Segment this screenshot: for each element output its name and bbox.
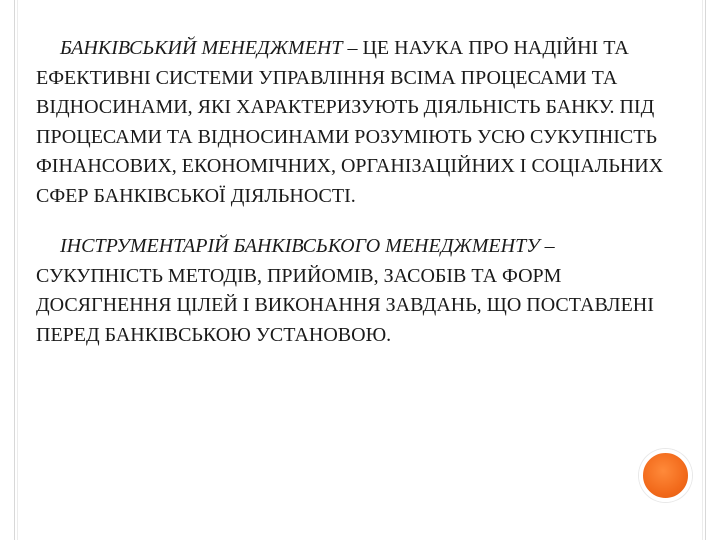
definition-text-2: – СУКУПНІСТЬ МЕТОДІВ, ПРИЙОМІВ, ЗАСОБІВ ТА ФОРМ ДОСЯГНЕННЯ ЦІЛЕЙ І ВИКОНАННЯ ЗАВДАНЬ, ЩО ПОСТАВЛЕНІ ПЕРЕД БАНКІВСЬКОЮ УСТАНОВОЮ.	[36, 235, 654, 346]
orange-circle-decoration	[639, 449, 692, 502]
definition-term-1: БАНКІВСЬКИЙ МЕНЕДЖМЕНТ	[60, 37, 343, 59]
definition-text-1: – ЦЕ НАУКА ПРО НАДІЙНІ ТА ЕФЕКТИВНІ СИСТЕМИ УПРАВЛІННЯ ВСІМА ПРОЦЕСАМИ ТА ВІДНОСИНАМИ, ЯКІ ХАРАКТЕРИЗУЮТЬ ДІЯЛЬНІСТЬ БАНКУ. ПІД ПРОЦЕСАМИ ТА ВІДНОСИНАМИ РОЗУМІЮТЬ УСЮ СУКУПНІСТЬ ФІНАНСОВИХ, ЕКОНОМІЧНИХ, ОРГАНІЗАЦІЙНИХ І СОЦІАЛЬНИХ СФЕР БАНКІВСЬКОЇ ДІЯЛЬНОСТІ.	[36, 37, 664, 207]
definition-paragraph-1	[36, 34, 686, 211]
frame-left-line	[14, 0, 15, 540]
frame-right-line	[705, 0, 706, 540]
definition-paragraph-2	[36, 232, 686, 350]
definition-term-2: ІНСТРУМЕНТАРІЙ БАНКІВСЬКОГО МЕНЕДЖМЕНТУ	[60, 235, 540, 257]
frame-right-inner-line	[702, 0, 703, 540]
slide-body	[36, 34, 686, 371]
frame-left-inner-line	[17, 0, 18, 540]
